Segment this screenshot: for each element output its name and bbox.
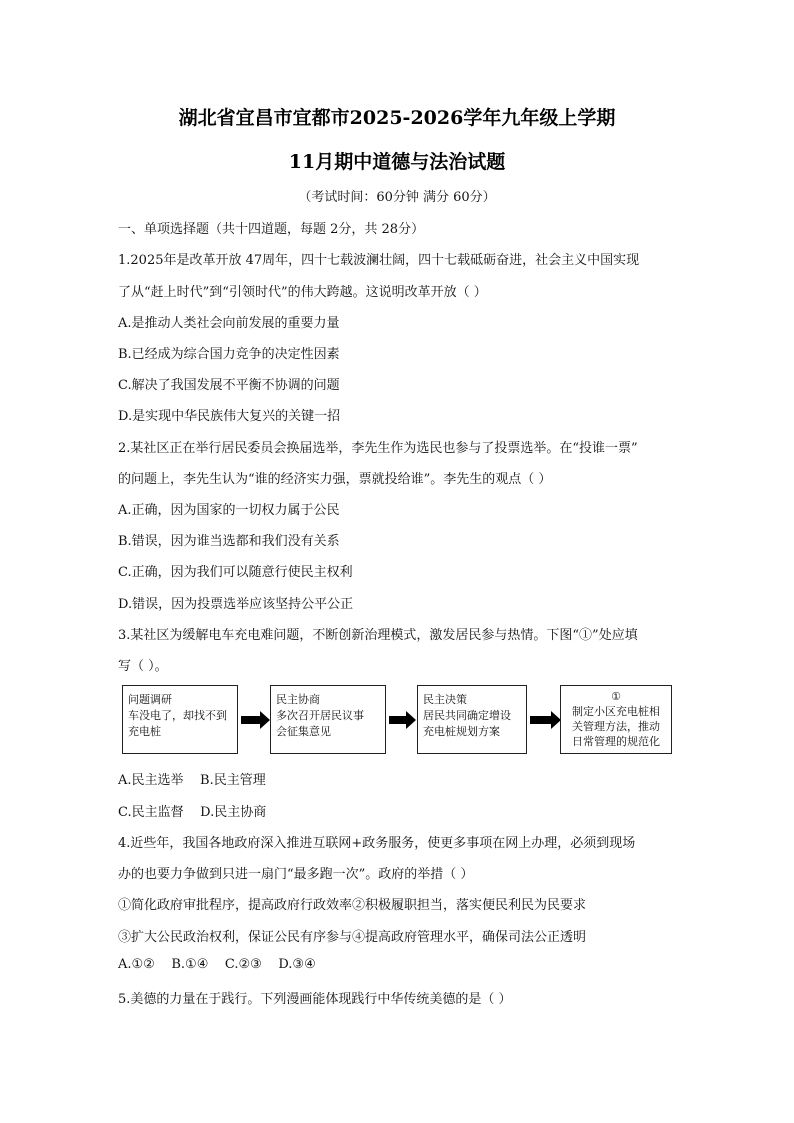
q1-option-a: A.是推动人类社会向前发展的重要力量 xyxy=(118,316,340,331)
q1-option-b: B.已经成为综合国力竞争的决定性因素 xyxy=(118,347,340,362)
flow-box-consult-line1: 多次召开居民议事 xyxy=(276,709,364,722)
flow-box-blank-line2: 关管理方法，推动 xyxy=(572,720,660,733)
flow-box-research xyxy=(122,685,238,754)
q4-stem-line2: 办的也要力争做到只进一扇门“最多跑一次”。政府的举措（ ） xyxy=(118,867,474,882)
q1-option-d: D.是实现中华民族伟大复兴的关键一招 xyxy=(118,409,341,424)
flow-box-decision xyxy=(417,685,527,754)
q3-options-ab: A.民主选举 B.民主管理 xyxy=(118,773,266,788)
q1-stem-line1: 1.2025年是改革开放 47周年，四十七载波澜壮阔，四十七载砥砺奋进，社会主义中国实现 xyxy=(118,253,640,268)
q2-option-b: B.错误，因为谁当选都和我们没有关系 xyxy=(118,534,340,549)
flow-box-consult-line2: 会征集意见 xyxy=(276,725,331,738)
q2-option-c: C.正确，因为我们可以随意行使民主权利 xyxy=(118,565,353,580)
flow-box-decision-title: 民主决策 xyxy=(423,693,467,706)
flow-box-blank-line1: 制定小区充电桩相 xyxy=(572,705,660,718)
q2-stem-line2: 的问题上，李先生认为“谁的经济实力强，票就投给谁”。李先生的观点（ ） xyxy=(118,472,552,487)
q4-statements-line1: ①简化政府审批程序，提高政府行政效率②积极履职担当，落实便民利民为民要求 xyxy=(118,898,587,913)
flow-box-research-line2: 充电桩 xyxy=(128,725,161,738)
flow-box-blank xyxy=(560,685,672,754)
q3-options-cd: C.民主监督 D.民主协商 xyxy=(118,805,267,820)
flow-arrow-3 xyxy=(530,716,552,724)
q2-stem-line1: 2.某社区正在举行居民委员会换届选举，李先生作为选民也参与了投票选举。在“投谁一票” xyxy=(118,441,638,456)
q4-stem-line1: 4.近些年，我国各地政府深入推进互联网+政务服务，使更多事项在网上办理，必须到现场 xyxy=(118,836,636,851)
flow-arrow-2 xyxy=(389,716,407,724)
flow-box-blank-line3: 日常管理的规范化 xyxy=(572,735,660,748)
flow-box-decision-line2: 充电桩规划方案 xyxy=(423,725,500,738)
flow-box-research-line1: 车没电了，却找不到 xyxy=(128,709,227,722)
flow-box-decision-line1: 居民共同确定增设 xyxy=(423,709,511,722)
q3-stem-line1: 3.某社区为缓解电车充电难问题，不断创新治理模式，激发居民参与热情。下图“①”处应填 xyxy=(118,628,638,643)
section-heading: 一、单项选择题（共十四道题，每题 2分，共 28分） xyxy=(118,222,425,237)
flow-box-consult-title: 民主协商 xyxy=(276,693,320,706)
q1-option-c: C.解决了我国发展不平衡不协调的问题 xyxy=(118,378,340,393)
flow-arrow-1 xyxy=(241,716,261,724)
exam-info: （考试时间：60分钟 满分 60分） xyxy=(298,190,496,205)
flow-box-research-title: 问题调研 xyxy=(128,693,172,706)
q3-stem-line2: 写（ ）。 xyxy=(118,659,168,674)
flow-box-blank-marker: ① xyxy=(611,690,621,703)
q5-stem: 5.美德的力量在于践行。下列漫画能体现践行中华传统美德的是（ ） xyxy=(118,992,512,1007)
q1-stem-line2: 了从“赶上时代”到“引领时代”的伟大跨越。这说明改革开放（ ） xyxy=(118,285,487,300)
q2-option-d: D.错误，因为投票选举应该坚持公平公正 xyxy=(118,597,354,612)
exam-title-line2: 11月期中道德与法治试题 xyxy=(288,151,506,173)
q4-options: A.①② B.①④ C.②③ D.③④ xyxy=(118,957,316,972)
q2-option-a: A.正确，因为国家的一切权力属于公民 xyxy=(118,503,340,518)
q4-statements-line2: ③扩大公民政治权利，保证公民有序参与④提高政府管理水平，确保司法公正透明 xyxy=(118,930,587,945)
flow-box-consult xyxy=(270,685,386,754)
exam-title-line1: 湖北省宜昌市宜都市2025-2026学年九年级上学期 xyxy=(178,107,616,129)
